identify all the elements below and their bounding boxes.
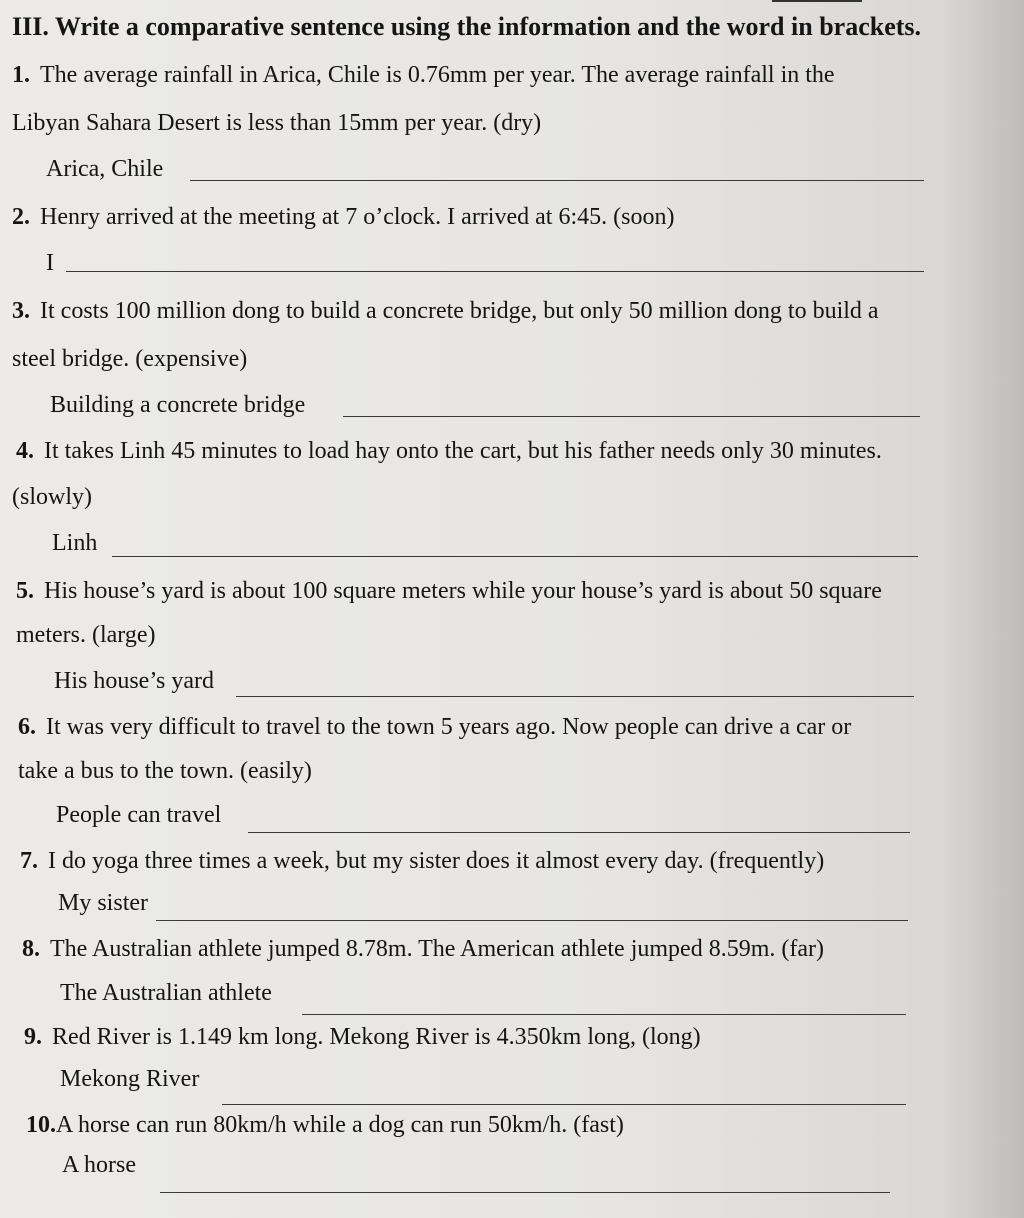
answer-blank-10[interactable] xyxy=(160,1192,890,1193)
question-text: It takes Linh 45 minutes to load hay onto the cart, but his father needs only 30 minutes. xyxy=(44,438,882,464)
top-rule xyxy=(772,0,862,2)
answer-prompt-4: Linh xyxy=(52,530,98,556)
question-text: It was very difficult to travel to the town 5 years ago. Now people can drive a car or xyxy=(46,714,852,740)
question-number: 2. xyxy=(12,204,30,230)
answer-blank-1[interactable] xyxy=(190,180,924,181)
answer-blank-4[interactable] xyxy=(112,556,918,557)
answer-blank-3[interactable] xyxy=(343,416,920,417)
question-2 xyxy=(12,204,674,231)
answer-blank-2[interactable] xyxy=(66,271,924,272)
answer-prompt-10: A horse xyxy=(62,1152,136,1178)
question-text: It costs 100 million dong to build a concrete bridge, but only 50 million dong to build a xyxy=(40,298,879,324)
question-number: 10. xyxy=(26,1112,56,1138)
question-number: 7. xyxy=(20,848,38,874)
answer-prompt-1: Arica, Chile xyxy=(46,156,164,182)
answer-blank-6[interactable] xyxy=(248,832,910,833)
answer-blank-7[interactable] xyxy=(156,920,908,921)
answer-prompt-6: People can travel xyxy=(56,802,222,828)
exercise-heading: III. Write a comparative sentence using the information and the word in brackets. xyxy=(12,12,922,41)
answer-prompt-2: I xyxy=(46,250,54,276)
answer-prompt-5: His house’s yard xyxy=(54,668,214,694)
question-3 xyxy=(12,298,879,325)
question-7 xyxy=(20,848,824,875)
answer-prompt-3: Building a concrete bridge xyxy=(50,392,306,418)
question-10 xyxy=(26,1112,624,1139)
question-1 xyxy=(12,62,835,89)
question-6-continued: take a bus to the town. (easily) xyxy=(18,758,312,784)
question-3-continued: steel bridge. (expensive) xyxy=(12,346,248,372)
question-text: The average rainfall in Arica, Chile is 0.76mm per year. The average rainfall in the xyxy=(40,62,835,88)
question-text: His house’s yard is about 100 square meters while your house’s yard is about 50 square xyxy=(44,578,882,604)
question-number: 9. xyxy=(24,1024,42,1050)
question-number: 8. xyxy=(22,936,40,962)
answer-prompt-9: Mekong River xyxy=(60,1066,200,1092)
question-5-continued: meters. (large) xyxy=(16,622,156,648)
answer-prompt-7: My sister xyxy=(58,890,148,916)
question-text: A horse can run 80km/h while a dog can run 50km/h. (fast) xyxy=(56,1112,624,1138)
question-text: The Australian athlete jumped 8.78m. The American athlete jumped 8.59m. (far) xyxy=(50,936,824,962)
question-4-continued: (slowly) xyxy=(12,484,92,510)
question-number: 4. xyxy=(16,438,34,464)
question-9 xyxy=(24,1024,701,1051)
question-text: Henry arrived at the meeting at 7 o’clock. I arrived at 6:45. (soon) xyxy=(40,204,675,230)
question-1-continued: Libyan Sahara Desert is less than 15mm per year. (dry) xyxy=(12,110,542,136)
question-text: I do yoga three times a week, but my sister does it almost every day. (frequently) xyxy=(48,848,825,874)
question-number: 3. xyxy=(12,298,30,324)
answer-blank-9[interactable] xyxy=(222,1104,906,1105)
question-number: 5. xyxy=(16,578,34,604)
question-text: Red River is 1.149 km long. Mekong River is 4.350km long, (long) xyxy=(52,1024,701,1050)
question-4 xyxy=(16,438,882,465)
answer-blank-5[interactable] xyxy=(236,696,914,697)
question-number: 6. xyxy=(18,714,36,740)
question-8 xyxy=(22,936,824,963)
question-number: 1. xyxy=(12,62,30,88)
question-5 xyxy=(16,578,882,605)
answer-prompt-8: The Australian athlete xyxy=(60,980,272,1006)
answer-blank-8[interactable] xyxy=(302,1014,906,1015)
question-6 xyxy=(18,714,851,741)
